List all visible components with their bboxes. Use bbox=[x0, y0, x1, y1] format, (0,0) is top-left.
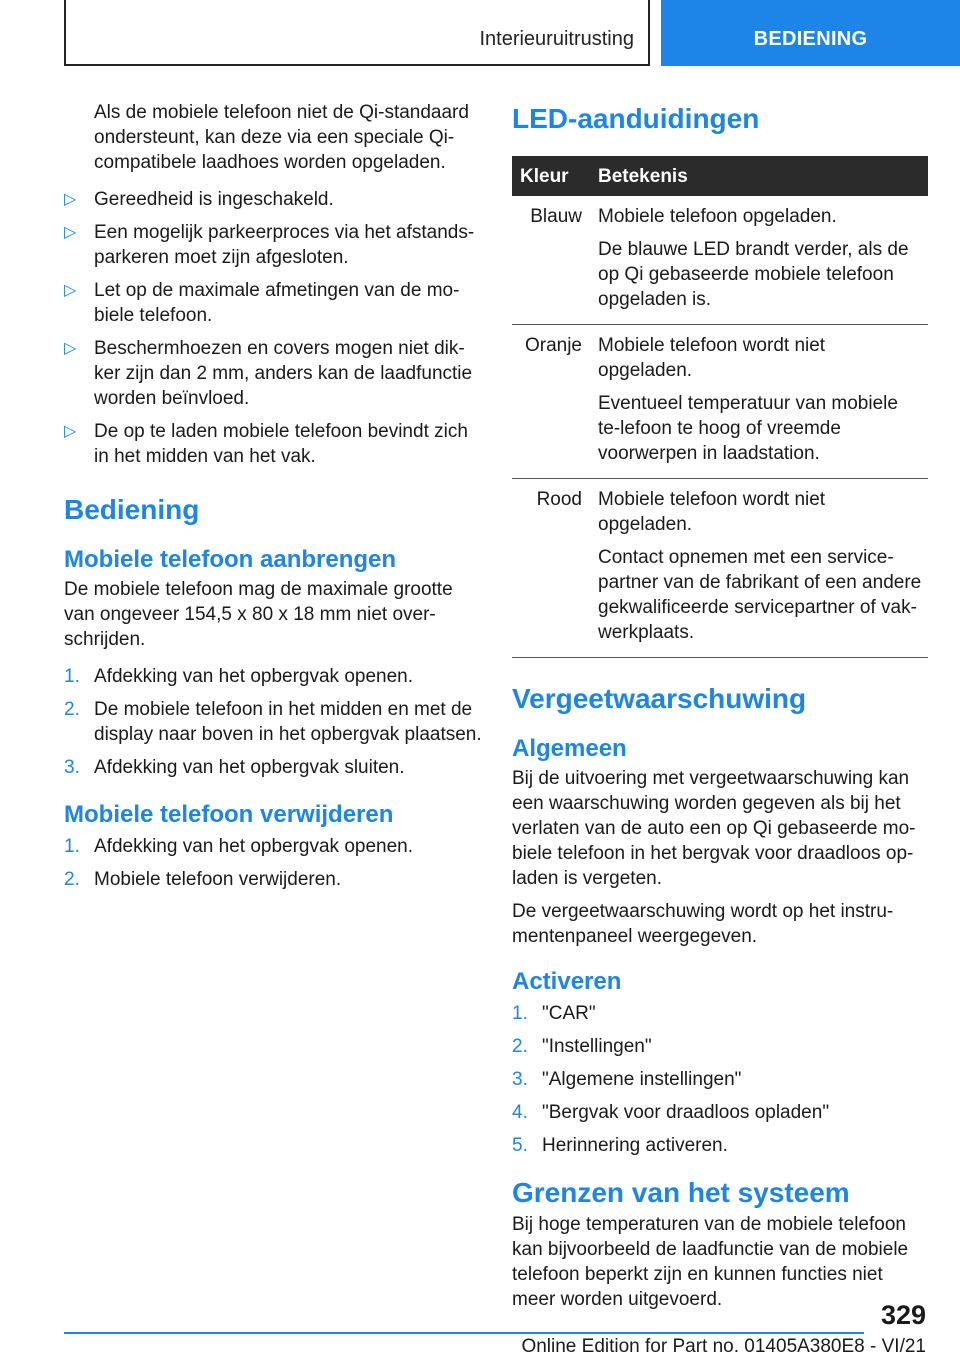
chapter-tab bbox=[64, 0, 650, 66]
remove-steps bbox=[64, 834, 482, 892]
led-meaning: Mobiele telefoon wordt niet opgeladen. Contact opnemen met een service-partner van de fabrikant of een andere gekwalificeerde servicepartner of vak-werkplaats. bbox=[590, 479, 928, 658]
list-item: 2. Mobiele telefoon verwijderen. bbox=[64, 869, 342, 890]
triangle-bullet-icon: ▷ bbox=[64, 191, 77, 208]
step-number: 3. bbox=[512, 1069, 528, 1090]
footer-edition: Online Edition for Part no. 01405A380E8 - VI/21 bbox=[521, 1336, 926, 1357]
heading-activate: Activeren bbox=[512, 968, 622, 995]
page-number: 329 bbox=[880, 1300, 926, 1330]
section-title: BEDIENING bbox=[753, 28, 868, 50]
conditions-list bbox=[64, 187, 482, 469]
triangle-bullet-icon: ▷ bbox=[64, 340, 77, 357]
list-item: 3. "Algemene instellingen" bbox=[512, 1069, 742, 1090]
table-row bbox=[512, 479, 928, 658]
step-number: 2. bbox=[64, 869, 80, 890]
left-column bbox=[64, 100, 482, 900]
limits-paragraph: Bij hoge temperaturen van de mobiele telefoon kan bijvoorbeeld de laadfunctie van de mobiele telefoon beperkt zijn en kunnen functies niet meer worden uitgevoerd. bbox=[512, 1214, 909, 1310]
step-number: 5. bbox=[512, 1135, 528, 1156]
heading-bediening: Bediening bbox=[64, 494, 200, 525]
list-item: ▷ Let op de maximale afmetingen van de mo-biele telefoon. bbox=[64, 280, 460, 326]
footer-divider bbox=[64, 1332, 864, 1334]
led-meaning: Mobiele telefoon wordt niet opgeladen. Eventueel temperatuur van mobiele te-lefoon te hoog of vreemde voorwerpen in laadstation. bbox=[590, 325, 928, 479]
section-tab bbox=[661, 0, 960, 66]
heading-general: Algemeen bbox=[512, 735, 627, 762]
column-header-meaning: Betekenis bbox=[590, 156, 928, 196]
place-paragraph: De mobiele telefoon mag de maximale grootte van ongeveer 154,5 x 80 x 18 mm niet over-schrijden. bbox=[64, 579, 453, 650]
list-item: 1. Afdekking van het opbergvak openen. bbox=[64, 666, 414, 687]
list-item: ▷ Gereedheid is ingeschakeld. bbox=[64, 189, 334, 210]
list-item: ▷ De op te laden mobiele telefoon bevindt zich in het midden van het vak. bbox=[64, 421, 468, 467]
list-item: 1. Afdekking van het opbergvak openen. bbox=[64, 836, 414, 857]
led-meaning: Mobiele telefoon opgeladen. De blauwe LED brandt verder, als de op Qi gebaseerde mobiele telefoon opgeladen is. bbox=[590, 196, 928, 325]
step-number: 2. bbox=[64, 699, 80, 720]
table-row bbox=[512, 325, 928, 479]
step-number: 4. bbox=[512, 1102, 528, 1123]
table-row bbox=[512, 196, 928, 325]
step-number: 2. bbox=[512, 1036, 528, 1057]
led-color: Rood bbox=[512, 479, 590, 658]
list-item: ▷ Een mogelijk parkeerproces via het afstands-parkeren moet zijn afgesloten. bbox=[64, 222, 475, 268]
page-header bbox=[0, 0, 960, 66]
list-item: 3. Afdekking van het opbergvak sluiten. bbox=[64, 757, 405, 778]
intro-paragraph: Als de mobiele telefoon niet de Qi-standaard ondersteunt, kan deze via een speciale Qi-compatibele laadhoes worden opgeladen. bbox=[94, 102, 469, 173]
step-number: 1. bbox=[64, 836, 80, 857]
table-header-row bbox=[512, 156, 928, 196]
list-item: ▷ Beschermhoezen en covers mogen niet dik-ker zijn dan 2 mm, anders kan de laadfunctie worden beïnvloed. bbox=[64, 338, 473, 409]
led-color: Blauw bbox=[512, 196, 590, 325]
heading-place-phone: Mobiele telefoon aanbrengen bbox=[64, 546, 397, 573]
triangle-bullet-icon: ▷ bbox=[64, 282, 77, 299]
column-header-color: Kleur bbox=[512, 156, 590, 196]
triangle-bullet-icon: ▷ bbox=[64, 224, 77, 241]
list-item: 2. De mobiele telefoon in het midden en met de display naar boven in het opbergvak plaatsen. bbox=[64, 699, 482, 745]
list-item: 1. "CAR" bbox=[512, 1003, 596, 1024]
list-item: 5. Herinnering activeren. bbox=[512, 1135, 728, 1156]
heading-led: LED-aanduidingen bbox=[512, 103, 760, 134]
chapter-title: Interieuruitrusting bbox=[479, 28, 634, 50]
led-color: Oranje bbox=[512, 325, 590, 479]
heading-forget-warning: Vergeetwaarschuwing bbox=[512, 683, 807, 714]
step-number: 1. bbox=[512, 1003, 528, 1024]
step-number: 1. bbox=[64, 666, 80, 687]
led-table bbox=[512, 156, 928, 658]
place-steps bbox=[64, 664, 482, 780]
activate-steps bbox=[512, 1001, 928, 1158]
heading-remove-phone: Mobiele telefoon verwijderen bbox=[64, 801, 394, 828]
triangle-bullet-icon: ▷ bbox=[64, 423, 77, 440]
general-paragraph-2: De vergeetwaarschuwing wordt op het instru-mentenpaneel weergegeven. bbox=[512, 901, 894, 947]
general-paragraph-1: Bij de uitvoering met vergeetwaarschuwing kan een waarschuwing worden gegeven als bij het verlaten van de auto een op Qi gebaseerde mo-biele telefoon in het bergvak voor draadloos op-laden is vergeten. bbox=[512, 768, 916, 889]
step-number: 3. bbox=[64, 757, 80, 778]
heading-system-limits: Grenzen van het systeem bbox=[512, 1177, 850, 1208]
list-item: 4. "Bergvak voor draadloos opladen" bbox=[512, 1102, 830, 1123]
right-column bbox=[512, 100, 928, 1320]
list-item: 2. "Instellingen" bbox=[512, 1036, 652, 1057]
